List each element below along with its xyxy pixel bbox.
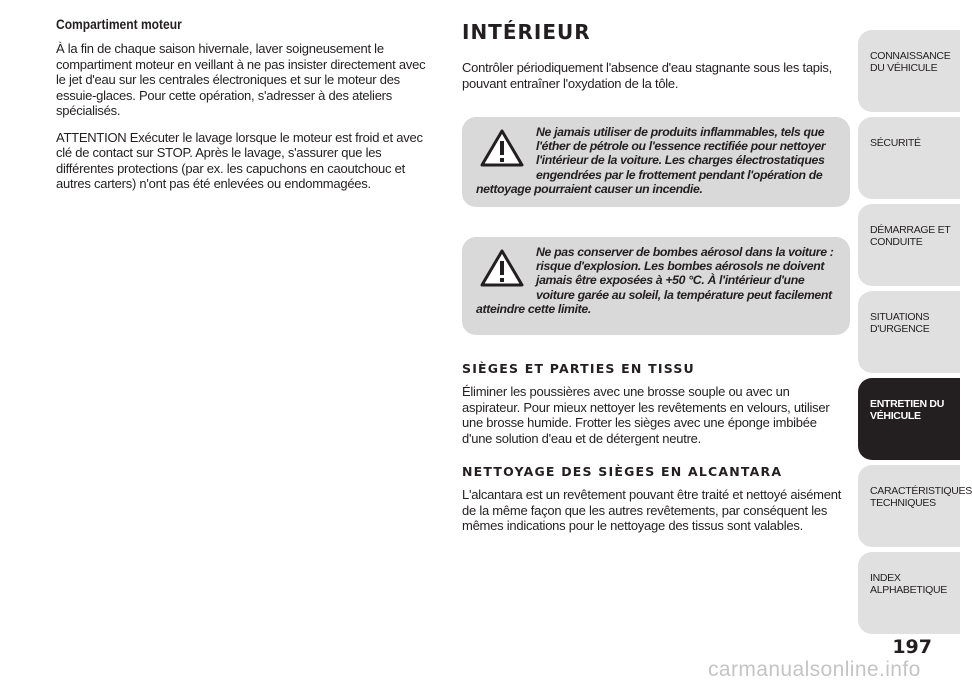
warning-triangle-icon — [480, 129, 524, 167]
left-column — [56, 16, 436, 203]
tab-caracteristiques[interactable]: CARACTÉRISTIQUES TECHNIQUES — [858, 465, 960, 547]
tab-securite[interactable]: SÉCURITÉ — [858, 117, 960, 199]
watermark: carmanualsonline.info — [708, 658, 921, 681]
tab-demarrage[interactable]: DÉMARRAGE ET CONDUITE — [858, 204, 960, 286]
section-heading: Compartiment moteur — [56, 16, 182, 32]
warning-box — [462, 117, 850, 207]
page-title: INTÉRIEUR — [462, 20, 591, 44]
warning-triangle-icon — [480, 249, 524, 287]
warning-text: Ne pas conserver de bombes aérosol dans la voiture : risque d'explosion. Les bombes aérosols ne doivent jamais être exposées à +50 °C. À l'intérieur d'une voiture garée au soleil, la température peut facilement atteindre cette limite. — [476, 245, 834, 316]
chapter-sidebar — [858, 30, 972, 639]
subsection-paragraph: Éliminer les poussières avec une brosse souple ou avec un aspirateur. Pour mieux nettoyer les revêtements en velours, utiliser une brosse humide. Frotter les sièges avec une éponge imbibée d'une solution d'eau et de détergent neutre. — [462, 384, 830, 446]
paragraph: À la fin de chaque saison hivernale, laver soigneusement le compartiment moteur en veillant à ne pas insister directement avec le jet d'eau sur les centrales électroniques et sur le moteur des essuie-glaces. Pour cette opération, s'adresser à des ateliers spécialisés. — [56, 41, 426, 118]
warning-box — [462, 237, 850, 335]
tab-connaissance[interactable]: CONNAISSANCE DU VÉHICULE — [858, 30, 960, 112]
page-number: 197 — [892, 636, 932, 658]
tab-index[interactable]: INDEX ALPHABETIQUE — [858, 552, 960, 634]
intro-paragraph: Contrôler périodiquement l'absence d'eau stagnante sous les tapis, pouvant entraîner l'oxydation de la tôle. — [462, 60, 833, 91]
tab-urgence[interactable]: SITUATIONS D'URGENCE — [858, 291, 960, 373]
subsection-title: NETTOYAGE DES SIÈGES EN ALCANTARA — [462, 464, 783, 479]
main-column — [462, 20, 850, 545]
warning-text: Ne jamais utiliser de produits inflammables, tels que l'éther de pétrole ou l'essence rectifiée pour nettoyer l'intérieur de la voiture. Les charges électrostatiques engendrées par le frottement pendant l'opération de nettoyage pourraient causer un incendie. — [476, 125, 826, 196]
tab-entretien[interactable]: ENTRETIEN DU VÉHICULE — [858, 378, 960, 460]
subsection-title: SIÈGES ET PARTIES EN TISSU — [462, 361, 695, 376]
subsection-paragraph: L'alcantara est un revêtement pouvant être traité et nettoyé aisément de la même façon que les autres revêtements, par conséquent les mêmes indications pour le nettoyage des tissus sont valables. — [462, 487, 842, 533]
attention-paragraph: ATTENTION Exécuter le lavage lorsque le moteur est froid et avec clé de contact sur STOP. Après le lavage, s'assurer que les différentes protections (par ex. les capuchons en caoutchouc et autres carters) n'ont pas été enlevées ou endommagées. — [56, 129, 423, 191]
